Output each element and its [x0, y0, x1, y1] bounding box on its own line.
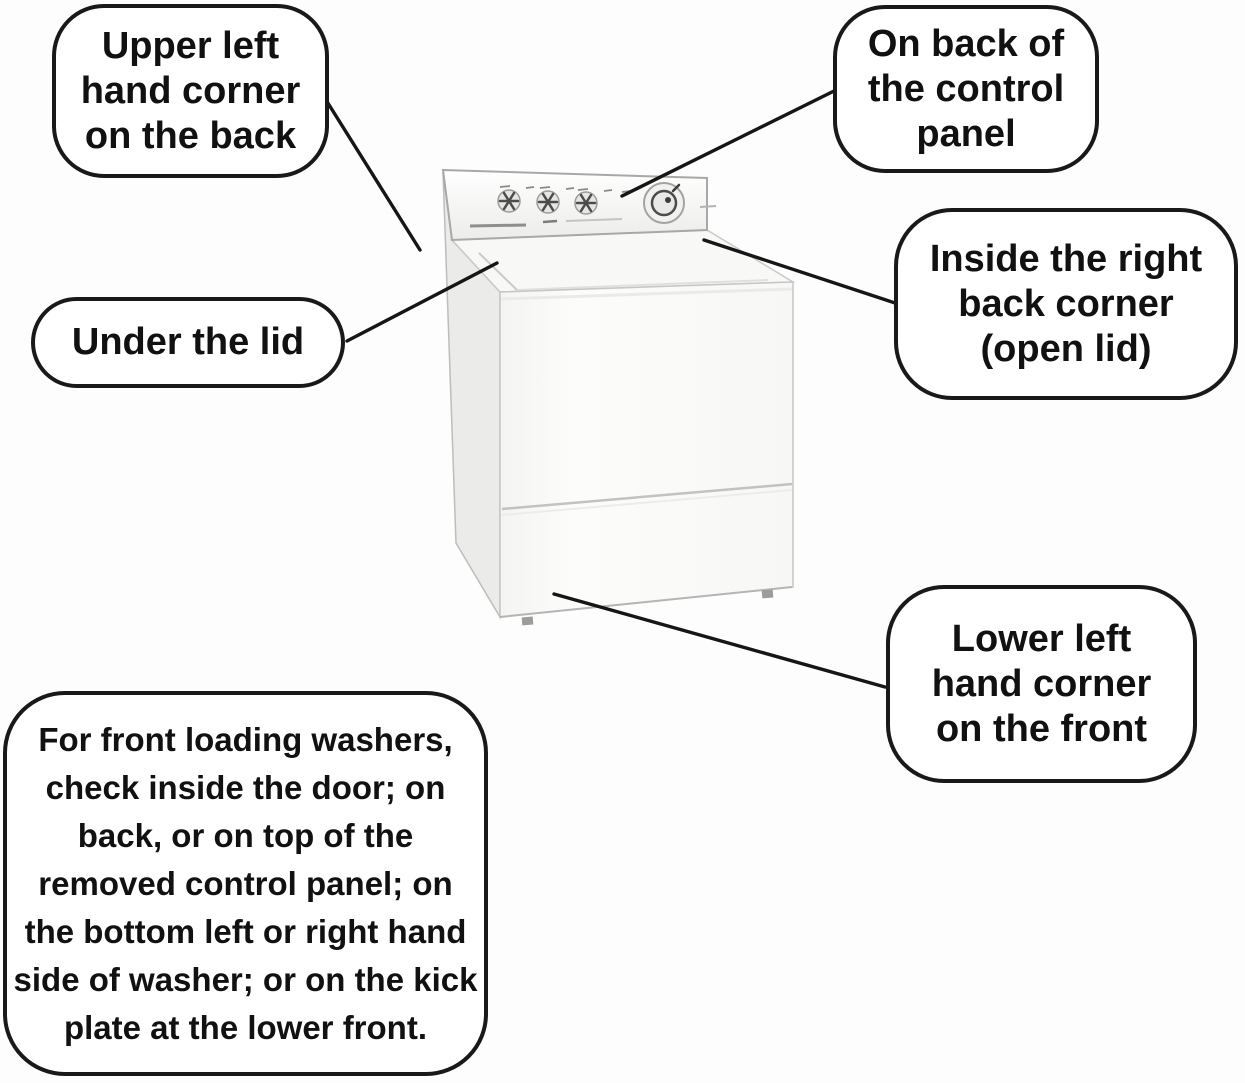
callout-inside-right-back-corner — [894, 208, 1238, 400]
washer-top-deck — [452, 230, 793, 292]
callout-text-line: removed control panel; on — [38, 864, 453, 902]
callout-line-upper-left-back — [326, 100, 420, 250]
callout-text-line: side of washer; or on the kick — [13, 960, 478, 998]
callout-text-line: hand corner — [931, 662, 1152, 705]
cycle-knob-icon-1 — [498, 190, 520, 212]
callout-text-line: Inside the right — [929, 237, 1203, 280]
callout-text-line: back, or on top of the — [77, 816, 414, 854]
callout-text-line: Under the lid — [71, 321, 305, 363]
cycle-knob-icon-3 — [575, 192, 597, 214]
callout-text-line: hand corner — [80, 69, 301, 112]
washer-foot-left — [522, 616, 534, 625]
callout-text-line: On back of — [867, 22, 1065, 65]
timer-knob-icon — [644, 183, 684, 223]
callout-upper-left-back — [52, 4, 329, 178]
callout-line-lower-front — [554, 594, 885, 687]
callout-line-control-panel — [622, 91, 834, 196]
washer-illustration — [443, 170, 793, 625]
callout-under-lid — [31, 297, 345, 388]
callout-lower-left-front — [886, 585, 1197, 783]
callout-text-line: panel — [916, 112, 1016, 155]
callout-text-line: For front loading washers, — [38, 720, 453, 758]
callout-text-line: back corner — [958, 282, 1174, 325]
callout-front-loading-washers-note — [3, 691, 488, 1076]
washer-front-panel — [500, 282, 793, 617]
control-panel — [443, 170, 716, 240]
callout-text-line: Lower left — [951, 617, 1132, 660]
callout-text-line: (open lid) — [980, 327, 1152, 370]
callout-text-line: check inside the door; on — [45, 768, 446, 806]
callout-text-line: the bottom left or right hand — [24, 912, 467, 950]
callout-text-line: Upper left — [101, 24, 280, 67]
washer-foot-right — [762, 589, 774, 598]
callout-text-line: on the front — [935, 707, 1148, 750]
callout-text-line: the control — [867, 67, 1065, 110]
callout-text-line: on the back — [84, 114, 297, 157]
cycle-knob-icon-2 — [537, 191, 559, 213]
callout-back-of-control-panel — [833, 5, 1099, 173]
callout-text-line: plate at the lower front. — [63, 1008, 428, 1046]
